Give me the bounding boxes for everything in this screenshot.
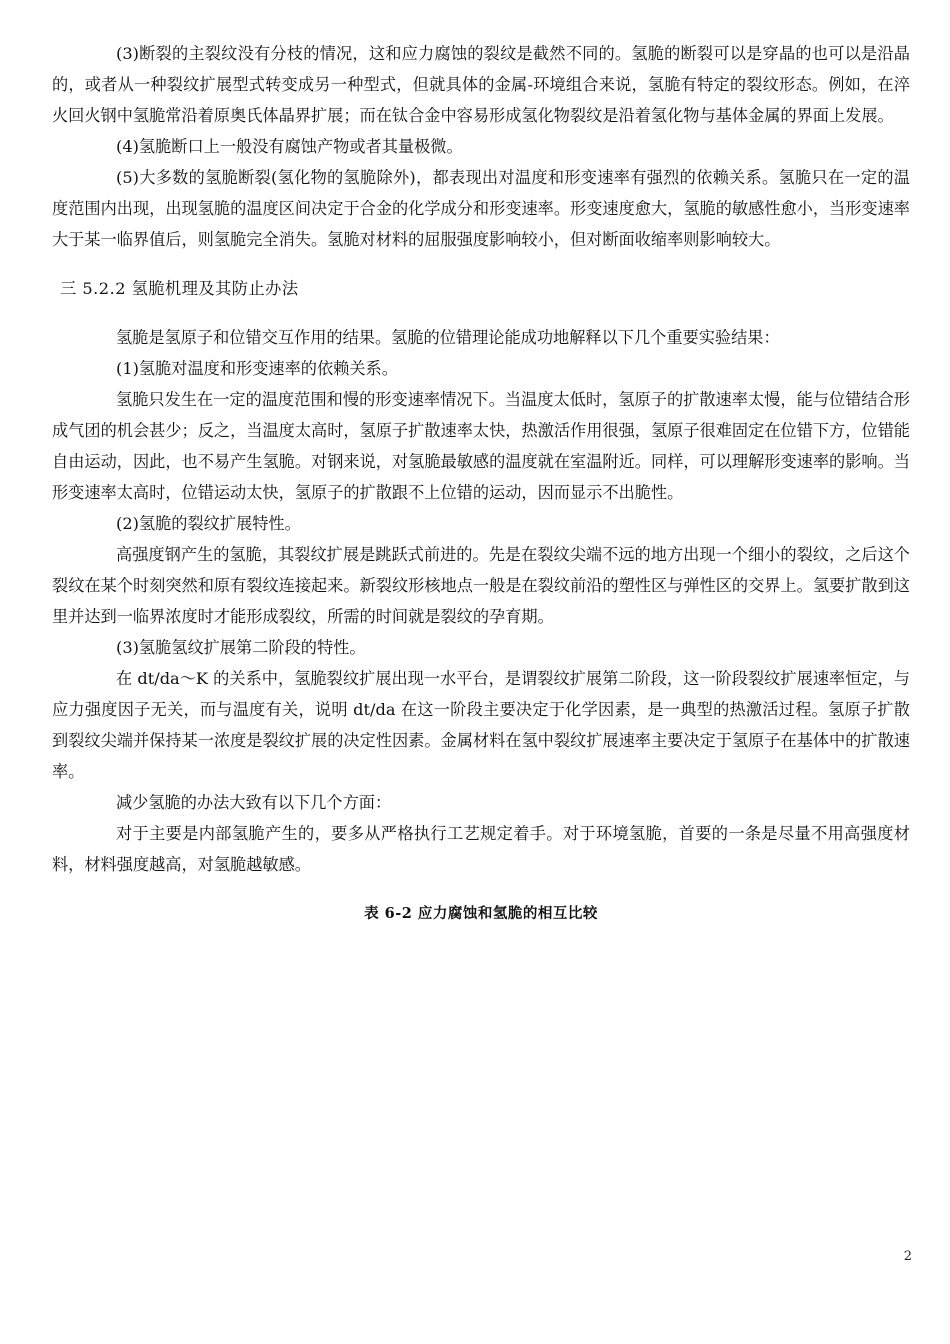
paragraph-prevention-body: 对于主要是内部氢脆产生的，要多从严格执行工艺规定着手。对于环境氢脆，首要的一条是尽量不用高强度材料，材料强度越高，对氢脆越敏感。	[52, 824, 910, 874]
paragraph-point-2-body: 高强度钢产生的氢脆，其裂纹扩展是跳跃式前进的。先是在裂纹尖端不远的地方出现一个细小的裂纹，之后这个裂纹在某个时刻突然和原有裂纹连接起来。新裂纹形核地点一般是在裂纹前沿的塑性区与弹性区的交界上。氢要扩散到这里并达到一临界浓度时才能形成裂纹，所需的时间就是裂纹的孕育期。	[52, 545, 910, 626]
paragraph-point-1-body: 氢脆只发生在一定的温度范围和慢的形变速率情况下。当温度太低时，氢原子的扩散速率太慢，能与位错结合形成气团的机会甚少；反之，当温度太高时，氢原子扩散速率太快，热激活作用很强，氢原子很难固定在位错下方，位错能自由运动，因此，也不易产生氢脆。对钢来说，对氢脆最敏感的温度就在室温附近。同样，可以理解形变速率的影响。当形变速率太高时，位错运动太快，氢原子的扩散跟不上位错的运动，因而显示不出脆性。	[52, 390, 910, 502]
document-page	[52, 38, 910, 929]
paragraph-point-1-title: (1)氢脆对温度和形变速率的依赖关系。	[116, 359, 398, 378]
paragraph-mechanism-intro: 氢脆是氢原子和位错交互作用的结果。氢脆的位错理论能成功地解释以下几个重要实验结果：	[116, 328, 780, 347]
page-number: 2	[903, 1249, 912, 1264]
paragraph-prevention-intro: 减少氢脆的办法大致有以下几个方面：	[116, 793, 392, 812]
section-heading-block	[52, 273, 910, 304]
paragraph-point-2-title: (2)氢脆的裂纹扩展特性。	[116, 514, 301, 533]
paragraph-point-3-body: 在 dt/da～K 的关系中，氢脆裂纹扩展出现一水平台，是谓裂纹扩展第二阶段，这一阶段裂纹扩展速率恒定，与应力强度因子无关，而与温度有关，说明 dt/da 在这一阶段主要决定于化学因素，是一典型的热激活过程。氢原子扩散到裂纹尖端并保持某一浓度是裂纹扩展的决定性因素。金属材料在氢中裂纹扩展速率主要决定于氢原子在基体中的扩散速率。	[52, 669, 910, 781]
table-caption: 表 6-2 应力腐蚀和氢脆的相互比较	[364, 905, 598, 922]
paragraph-temperature-dependence: (5)大多数的氢脆断裂(氢化物的氢脆除外)，都表现出对温度和形变速率有强烈的依赖关系。氢脆只在一定的温度范围内出现，出现氢脆的温度区间决定于合金的化学成分和形变速率。形变速度愈大，氢脆的敏感性愈小，当形变速率大于某一临界值后，则氢脆完全消失。氢脆对材料的屈服强度影响较小，但对断面收缩率则影响较大。	[52, 168, 910, 249]
paragraph-crack-branching: (3)断裂的主裂纹没有分枝的情况，这和应力腐蚀的裂纹是截然不同的。氢脆的断裂可以是穿晶的也可以是沿晶的，或者从一种裂纹扩展型式转变成另一种型式，但就具体的金属-环境组合来说，氢脆有特定的裂纹形态。例如，在淬火回火钢中氢脆常沿着原奥氏体晶界扩展；而在钛合金中容易形成氢化物裂纹是沿着氢化物与基体金属的界面上发展。	[52, 44, 910, 125]
paragraph-point-3-title: (3)氢脆氢纹扩展第二阶段的特性。	[116, 638, 366, 657]
paragraph-fracture-surface: (4)氢脆断口上一般没有腐蚀产物或者其量极微。	[116, 137, 463, 156]
section-heading: 三 5.2.2 氢脆机理及其防止办法	[60, 279, 299, 298]
